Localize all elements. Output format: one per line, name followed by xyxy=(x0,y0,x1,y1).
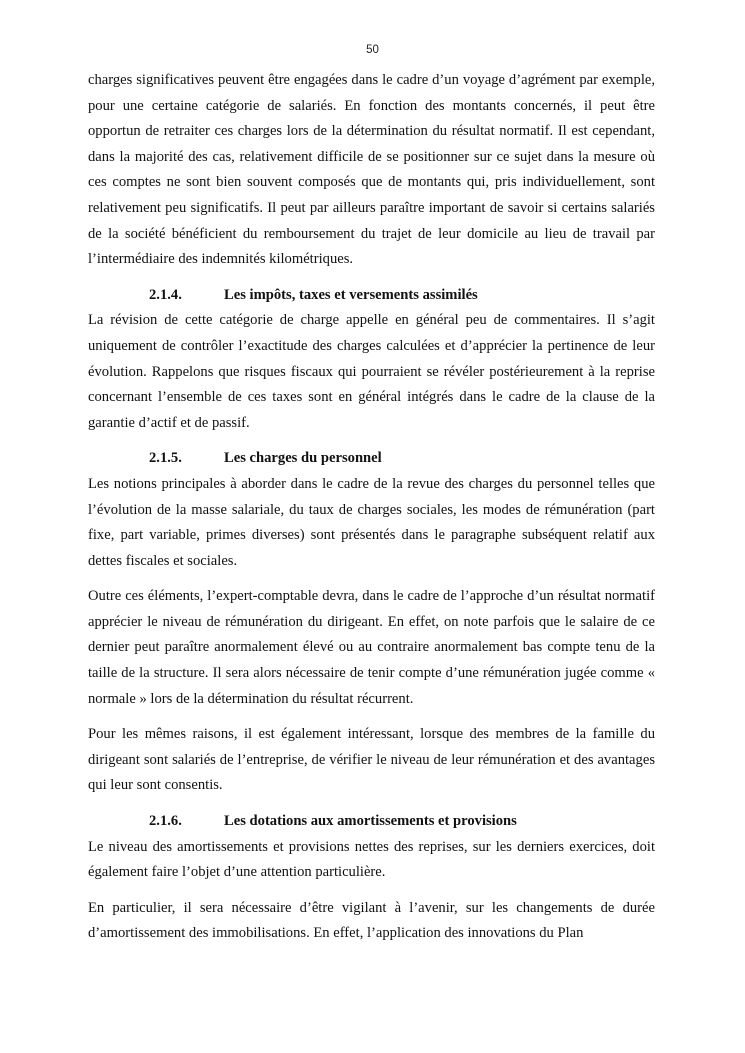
paragraph-depreciation-level: Le niveau des amortissements et provisions nettes des reprises, sur les derniers exercices, doit également faire l’objet d’une attention particulière. xyxy=(88,838,655,881)
paragraph-travel-expenses: charges significatives peuvent être engagées dans le cadre d’un voyage d’agrément par exemple, pour une certaine catégorie de salariés. En fonction des montants concernés, il peut être opportun de retraiter ces charges lors de la détermination du résultat normatif. Il est cependant, dans la majorité des cas, relativement difficile de se positionner sur ce sujet dans la mesure où ces comptes ne sont bien souvent composés que de montants qui, pris individuellement, sont relativement peu significatifs. Il peut par ailleurs paraître important de savoir si certains salariés de la société bénéficient du remboursement du trajet de leur domicile au lieu de travail par l’intermédiaire des indemnités kilométriques. xyxy=(88,72,655,268)
section-heading-2-1-5 xyxy=(88,446,655,472)
paragraph-executive-pay: Outre ces éléments, l’expert-comptable devra, dans le cadre de l’approche d’un résultat normatif apprécier le niveau de rémunération du dirigeant. En effet, on note parfois que le salaire de ce dernier peut paraître anormalement élevé ou au contraire anormalement bas compte tenu de la taille de la structure. Il sera alors nécessaire de tenir compte d’une rémunération jugée comme « normale » lors de la détermination du résultat récurrent. xyxy=(88,588,655,707)
paragraph-depreciation-changes: En particulier, il sera nécessaire d’être vigilant à l’avenir, sur les changements de durée d’amortissement des immobilisations. En effet, l’application des innovations du Plan xyxy=(88,899,655,942)
paragraph-personnel-overview: Les notions principales à aborder dans le cadre de la revue des charges du personnel telles que l’évolution de la masse salariale, du taux de charges sociales, les modes de rémunération (part fixe, part variable, primes diverses) sont présentés dans le paragraphe subséquent relatif aux dettes fiscales et sociales. xyxy=(88,475,655,569)
section-number: 2.1.6. xyxy=(149,813,182,830)
page-body xyxy=(88,68,655,947)
section-title: Les charges du personnel xyxy=(224,450,382,467)
section-number: 2.1.5. xyxy=(149,450,182,467)
section-title: Les impôts, taxes et versements assimilés xyxy=(224,286,478,303)
paragraph-taxes: La révision de cette catégorie de charge appelle en général peu de commentaires. Il s’agit uniquement de contrôler l’exactitude des charges calculées et d’apprécier la pertinence de leur évolution. Rappelons que risques fiscaux qui pourraient se révéler postérieurement à la reprise concernant l’ensemble de ces taxes sont en général intégrés dans le cadre de la clause de la garantie d’actif et de passif. xyxy=(88,312,655,431)
section-number: 2.1.4. xyxy=(149,286,182,303)
page-number: 50 xyxy=(366,44,379,56)
section-heading-2-1-6 xyxy=(88,809,655,835)
section-heading-2-1-4 xyxy=(88,283,655,309)
section-title: Les dotations aux amortissements et provisions xyxy=(224,813,517,830)
paragraph-family-members: Pour les mêmes raisons, il est également intéressant, lorsque des membres de la famille du dirigeant sont salariés de l’entreprise, de vérifier le niveau de leur rémunération et des avantages qui leur sont consentis. xyxy=(88,726,655,794)
